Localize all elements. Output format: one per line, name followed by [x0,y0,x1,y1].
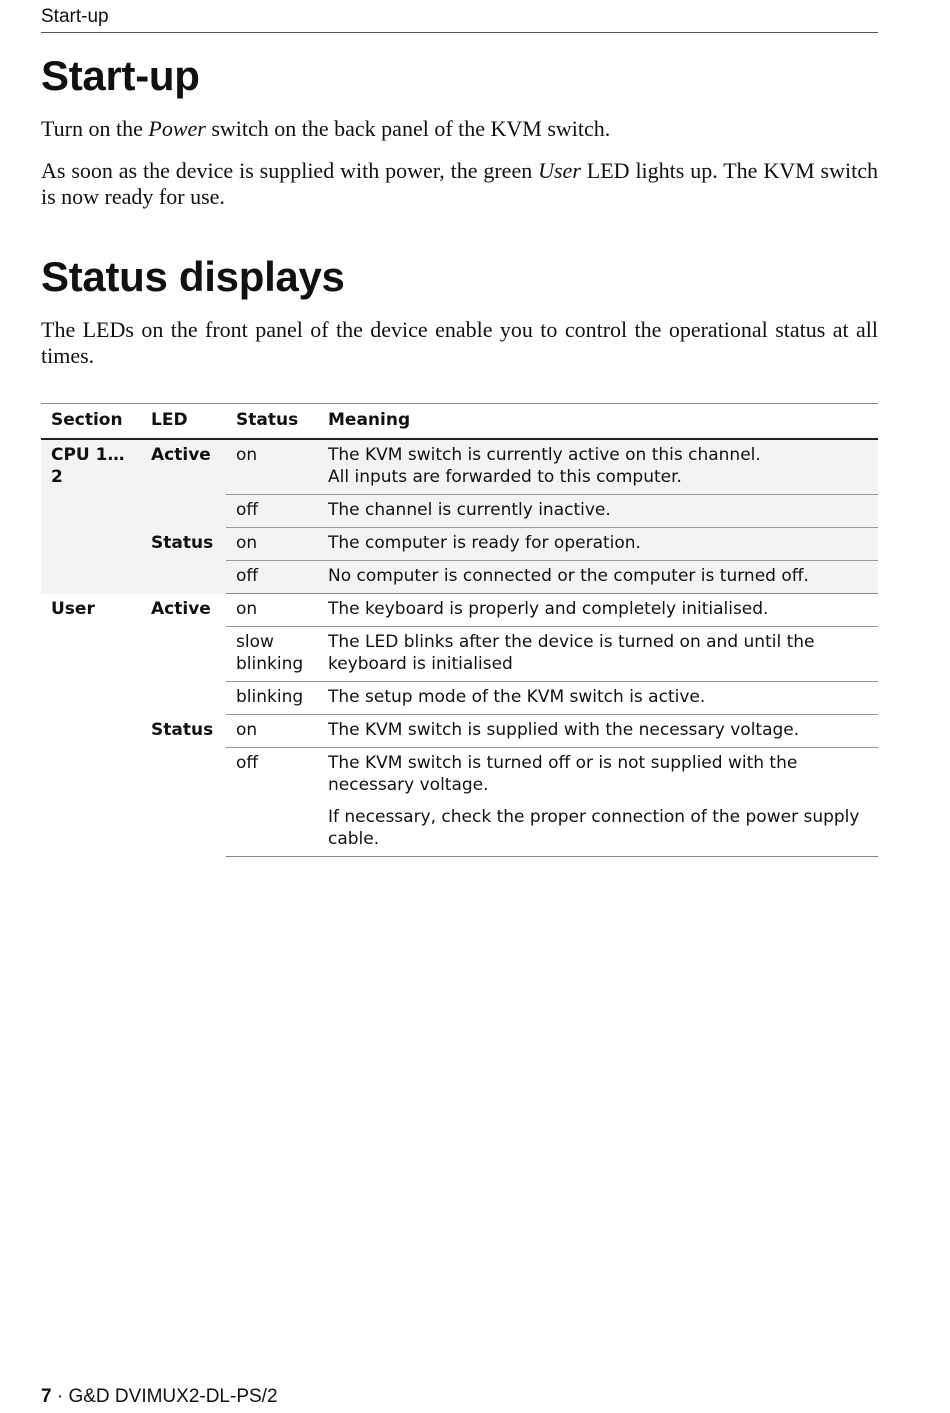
status-cell: blinking [226,682,318,715]
meaning-cell: The channel is currently inactive. [318,495,878,528]
section-cell-user: User [51,598,95,619]
meaning-cell: The computer is ready for operation. [318,528,878,561]
status-cell: on [226,439,318,495]
status-cell: on [226,594,318,627]
status-cell: on [226,715,318,748]
led-cell-user-status: Status [151,719,214,740]
page-number: 7 [41,1386,52,1407]
status-cell: off [226,748,318,857]
meaning-note: If necessary, check the proper connection of the power supply cable. [328,807,860,849]
table-row [41,439,878,495]
header-led: LED [141,404,226,440]
status-displays-heading: Status displays [41,253,345,300]
running-header: Start-up [41,6,878,33]
startup-heading: Start-up [41,52,200,99]
led-status-table [41,403,878,857]
meaning-cell: No computer is connected or the computer is turned off. [318,561,878,594]
startup-paragraph-1: Turn on the Power switch on the back panel of the KVM switch. [41,116,611,141]
status-displays-intro: The LEDs on the front panel of the device enable you to control the operational status at all times. [41,317,878,368]
header-meaning: Meaning [318,404,878,440]
meaning-line-1: The KVM switch is currently active on this channel. [328,445,761,465]
startup-paragraph-2: As soon as the device is supplied with power, the green User LED lights up. The KVM switch is now ready for use. [41,158,878,209]
meaning-cell [318,748,878,857]
status-cell: off [226,561,318,594]
status-cell: off [226,495,318,528]
meaning-cell: The KVM switch is supplied with the necessary voltage. [318,715,878,748]
page-footer: 7 · G&D DVIMUX2-DL-PS/2 [41,1386,278,1407]
led-cell-cpu-status: Status [141,528,226,594]
header-section: Section [41,404,141,440]
meaning-cell [318,439,878,495]
led-cell-cpu-active: Active [141,439,226,528]
meaning-cell: The keyboard is properly and completely initialised. [318,594,878,627]
led-cell-user-active: Active [151,598,211,619]
table-row [41,715,878,748]
table-row [41,528,878,561]
meaning-line-2: All inputs are forwarded to this computer. [328,467,682,487]
header-status: Status [226,404,318,440]
table-row [41,594,878,627]
meaning-line-1: The KVM switch is turned off or is not supplied with the necessary voltage. [328,753,798,795]
status-cell: slow blinking [226,627,318,682]
status-cell: on [226,528,318,561]
product-name: G&D DVIMUX2-DL-PS/2 [68,1386,278,1407]
table-header-row [41,404,878,440]
section-cell-cpu: CPU 1…2 [41,439,141,594]
meaning-cell: The setup mode of the KVM switch is active. [318,682,878,715]
meaning-cell: The LED blinks after the device is turned on and until the keyboard is initialised [318,627,878,682]
